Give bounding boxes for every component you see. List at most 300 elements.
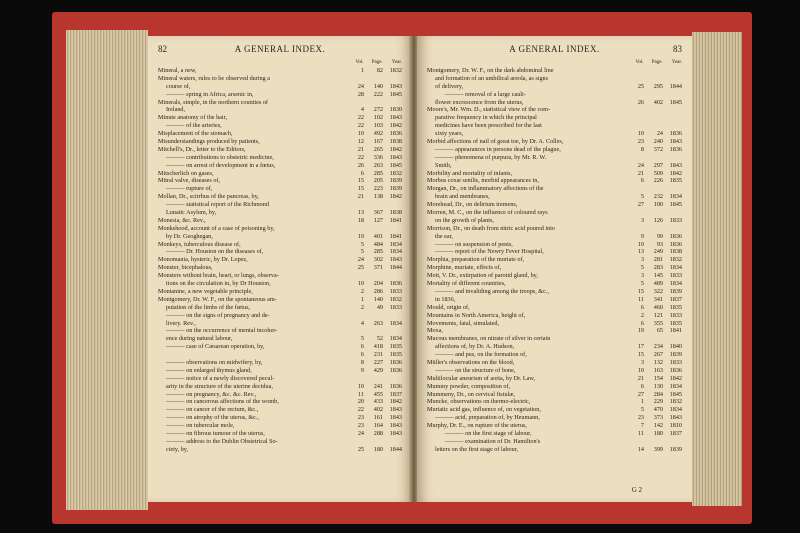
index-entry — [427, 280, 682, 288]
index-entry — [427, 106, 682, 114]
entry-text: Mucous membranes, on nitrate of silver in certain — [427, 335, 551, 343]
entry-text: Mitral valve, diseases of, — [158, 177, 221, 185]
index-entry — [427, 217, 682, 225]
index-entry — [158, 430, 402, 438]
entry-page: 285 — [373, 169, 383, 177]
entry-text: Morehead, Dr., on delirium tremens, — [427, 201, 518, 209]
entry-year: 1845 — [389, 90, 402, 98]
entry-volume: 23 — [637, 138, 644, 146]
entry-year: 1834 — [669, 406, 682, 414]
entry-text: Mould, origin of, — [427, 303, 470, 311]
entry-volume: 1 — [360, 67, 364, 74]
entry-year: 1837 — [389, 390, 402, 398]
entry-year: 1833 — [669, 311, 682, 319]
index-entry — [158, 438, 402, 446]
entry-page: 492 — [373, 130, 383, 138]
entry-volume: 21 — [637, 374, 644, 382]
entry-text: ——— on the structure of bone, — [435, 366, 516, 374]
right-index-entries — [427, 67, 682, 454]
entry-volume: 5 — [640, 406, 644, 414]
entry-year: 1843 — [389, 422, 402, 430]
index-entry — [158, 201, 402, 209]
entry-text: Mortality of different countries, — [427, 280, 506, 288]
index-entry — [158, 67, 402, 75]
index-entry — [427, 296, 682, 304]
entry-volume: 4 — [360, 106, 364, 114]
entry-text: ——— and pus, on the formation of, — [435, 351, 527, 359]
index-entry — [158, 391, 402, 399]
index-entry — [158, 185, 402, 193]
entry-text: ——— rupture of, — [166, 185, 213, 193]
index-entry — [427, 272, 682, 280]
entry-page: 489 — [653, 280, 663, 288]
entry-volume: 9 — [360, 366, 364, 374]
index-entry — [427, 288, 682, 296]
entry-text: ——— and invaliding among the troops, &c., — [435, 287, 549, 295]
entry-page: 418 — [373, 343, 383, 351]
entry-page: 372 — [653, 145, 663, 153]
entry-page: 93 — [656, 240, 663, 248]
entry-page: 132 — [653, 358, 663, 366]
index-entry — [158, 209, 402, 217]
entry-page: 232 — [653, 193, 663, 201]
entry-year: 1838 — [669, 248, 682, 256]
entry-text: Morbus coxæ senilis, morbid appearances in, — [427, 177, 539, 185]
entry-text: putation of the limbs of the fœtus, — [166, 303, 251, 311]
entry-year: 1839 — [669, 287, 682, 295]
entry-year: 1835 — [669, 319, 682, 327]
entry-year: 1837 — [669, 295, 682, 303]
entry-text: Morbid affections of nail of great toe, by Dr. A. Colles, — [427, 138, 564, 146]
open-book — [52, 12, 752, 524]
entry-page: 229 — [653, 398, 663, 406]
entry-page: 226 — [653, 177, 663, 185]
entry-page: 509 — [653, 169, 663, 177]
index-entry — [158, 138, 402, 146]
entry-volume: 3 — [640, 256, 644, 264]
entry-volume: 5 — [640, 280, 644, 288]
entry-text: Morbility and mortality of infants, — [427, 169, 513, 177]
entry-page: 204 — [373, 280, 383, 288]
entry-year: 1834 — [389, 248, 402, 256]
entry-volume: 24 — [357, 256, 364, 264]
entry-text: Lunatic Asylum, by, — [166, 209, 217, 217]
entry-year: 1836 — [669, 232, 682, 240]
left-index-entries — [158, 67, 402, 454]
index-entry — [158, 375, 402, 383]
index-entry — [427, 177, 682, 185]
entry-text: Mollan, Dr., scirrhus of the pancreas, by, — [158, 193, 259, 201]
entry-volume: 25 — [357, 264, 364, 272]
index-entry — [427, 335, 682, 343]
entry-year: 1845 — [669, 98, 682, 106]
entry-year: 1840 — [669, 343, 682, 351]
left-column-headers — [346, 60, 403, 65]
entry-page: 263 — [373, 161, 383, 169]
entry-page: 284 — [653, 390, 663, 398]
entry-page: 49 — [376, 303, 383, 311]
index-entry — [158, 406, 402, 414]
index-entry — [427, 256, 682, 264]
index-entry — [158, 398, 402, 406]
page-edges-left — [66, 30, 148, 510]
right-page-number: 83 — [673, 44, 682, 54]
entry-page: 297 — [653, 161, 663, 169]
entry-volume: 8 — [360, 358, 364, 366]
index-entry — [158, 383, 402, 391]
entry-page: 249 — [653, 248, 663, 256]
entry-year: 1835 — [389, 351, 402, 359]
entry-text: Müller's observations on the blood, — [427, 358, 515, 366]
right-running-title: A GENERAL INDEX. — [509, 44, 600, 54]
entry-volume: 23 — [637, 414, 644, 422]
entry-volume: 7 — [640, 422, 644, 430]
entry-text: Ireland, — [166, 106, 186, 114]
entry-year: 1845 — [669, 390, 682, 398]
entry-text: Mummy powder, composition of, — [427, 382, 511, 390]
entry-page: 401 — [373, 232, 383, 240]
entry-year: 1836 — [389, 382, 402, 390]
entry-volume: 13 — [357, 209, 364, 217]
entry-year: 1841 — [669, 327, 682, 335]
entry-page: 163 — [653, 366, 663, 374]
entry-year: 1842 — [389, 398, 402, 406]
entry-year: 1843 — [389, 429, 402, 437]
page-edges-right — [692, 32, 742, 506]
entry-text: course of, — [166, 82, 191, 90]
entry-page: 295 — [653, 82, 663, 90]
entry-text: Moore's, Mr. Wm. D., statistical view of the com- — [427, 106, 551, 114]
entry-year: 1832 — [669, 256, 682, 264]
entry-text: sixty years, — [435, 130, 464, 138]
entry-volume: 6 — [360, 343, 364, 351]
entry-page: 100 — [653, 201, 663, 209]
entry-volume: 6 — [640, 319, 644, 327]
entry-year: 1845 — [669, 201, 682, 209]
index-entry — [427, 391, 682, 399]
entry-text: Monomania, hysteric, by Dr. Lopez, — [158, 256, 248, 264]
entry-page: 145 — [653, 272, 663, 280]
entry-page: 460 — [653, 303, 663, 311]
left-page — [148, 36, 412, 502]
index-entry — [427, 83, 682, 91]
entry-year: 1841 — [389, 216, 402, 224]
index-entry — [427, 351, 682, 359]
index-entry — [427, 398, 682, 406]
entry-text: ——— removal of a large cauli- — [445, 90, 526, 98]
index-entry — [427, 154, 682, 162]
entry-volume: 22 — [357, 153, 364, 161]
entry-page: 167 — [373, 138, 383, 146]
entry-text: ——— Dr. Houston on the diseases of, — [166, 248, 264, 256]
entry-page: 140 — [373, 295, 383, 303]
entry-text: Muncke, observations on thermo-electric, — [427, 398, 531, 406]
index-entry — [158, 288, 402, 296]
entry-text: ciety, by, — [166, 445, 189, 453]
col-header-page: Page. — [371, 60, 383, 65]
entry-year: 1843 — [389, 414, 402, 422]
entry-year: 1833 — [669, 358, 682, 366]
entry-year: 1842 — [389, 145, 402, 153]
entry-volume: 15 — [357, 185, 364, 193]
entry-volume: 10 — [637, 130, 644, 138]
entry-year: 1842 — [669, 169, 682, 177]
entry-volume: 17 — [637, 343, 644, 351]
entry-page: 52 — [376, 335, 383, 343]
entry-page: 272 — [373, 106, 383, 114]
entry-year: 1838 — [389, 209, 402, 217]
entry-text: Morgan, Dr., on inflammatory affections of the — [427, 185, 544, 193]
index-entry — [427, 67, 682, 75]
entry-text: ——— on the occurrence of mental incoher- — [166, 327, 278, 335]
entry-page: 355 — [653, 319, 663, 327]
entry-volume: 9 — [640, 232, 644, 240]
entry-text: ence during natural labour, — [166, 335, 233, 343]
entry-text: flower excrescence from the uterus, — [435, 98, 524, 106]
entry-year: 1839 — [669, 351, 682, 359]
entry-volume: 5 — [360, 240, 364, 248]
entry-volume: 22 — [357, 406, 364, 414]
entry-page: 283 — [653, 264, 663, 272]
entry-text: Morren, M. C., on the influence of coloured rays — [427, 209, 548, 217]
entry-text: ——— on enlarged thymus gland, — [166, 366, 252, 374]
entry-volume: 27 — [637, 201, 644, 209]
entry-text: ——— address to the Dublin Obstetrical So- — [166, 437, 278, 445]
entry-text: arity in the structure of the uterine decidua, — [166, 382, 273, 390]
entry-text: Monsters without brain, heart, or lungs, observa- — [158, 272, 279, 280]
index-entry — [158, 446, 402, 454]
entry-text: affections of, by Dr. A. Hudson, — [435, 343, 515, 351]
index-entry — [427, 248, 682, 256]
entry-text: Mitscherlich on gases, — [158, 169, 214, 177]
index-entry — [427, 114, 682, 122]
entry-page: 402 — [653, 98, 663, 106]
index-entry — [158, 335, 402, 343]
entry-text: livery. Rev., — [166, 319, 196, 327]
index-entry — [158, 177, 402, 185]
index-entry — [427, 414, 682, 422]
index-entry — [427, 359, 682, 367]
entry-year: 1836 — [389, 130, 402, 138]
entry-page: 373 — [653, 414, 663, 422]
entry-volume: 10 — [637, 240, 644, 248]
entry-volume: 22 — [357, 122, 364, 130]
entry-year: 1839 — [389, 177, 402, 185]
entry-year: 1843 — [669, 414, 682, 422]
entry-text: ——— appearances in persons dead of the plague, — [435, 145, 561, 153]
entry-volume: 10 — [357, 382, 364, 390]
entry-page: 367 — [373, 209, 383, 217]
entry-year: 1844 — [389, 264, 402, 272]
entry-text: Moxa, — [427, 327, 443, 335]
entry-year: 1836 — [669, 240, 682, 248]
entry-text: ——— on fibrous tumour of the uterus, — [166, 429, 265, 437]
entry-page: 371 — [373, 264, 383, 272]
index-entry — [427, 264, 682, 272]
index-entry — [158, 106, 402, 114]
entry-page: 127 — [373, 216, 383, 224]
entry-page: 341 — [653, 295, 663, 303]
index-entry — [427, 91, 682, 99]
index-entry — [427, 375, 682, 383]
entry-text: ——— notice of a newly discovered pecul- — [166, 374, 275, 382]
entry-page: 322 — [653, 287, 663, 295]
entry-page: 121 — [653, 311, 663, 319]
entry-volume: 24 — [357, 82, 364, 90]
index-entry — [427, 138, 682, 146]
index-entry — [158, 320, 402, 328]
index-entry — [158, 162, 402, 170]
entry-volume: 1 — [640, 398, 644, 406]
index-entry — [427, 75, 682, 83]
entry-text: ——— statistical report of the Richmond — [166, 201, 269, 209]
index-entry — [427, 320, 682, 328]
entry-page: 286 — [373, 287, 383, 295]
index-entry — [427, 304, 682, 312]
entry-page: 281 — [653, 256, 663, 264]
entry-page: 142 — [653, 422, 663, 430]
entry-volume: 27 — [637, 390, 644, 398]
entry-year: 1833 — [669, 216, 682, 224]
entry-page: 161 — [373, 414, 383, 422]
right-page — [417, 36, 692, 502]
index-entry — [427, 130, 682, 138]
entry-page: 140 — [373, 82, 383, 90]
index-entry — [427, 312, 682, 320]
left-page-number: 82 — [158, 44, 167, 54]
entry-page: 399 — [653, 445, 663, 453]
entry-page: 231 — [373, 351, 383, 359]
index-entry — [158, 225, 402, 233]
entry-text: Mineral waters, rules to be observed during a — [158, 74, 271, 82]
entry-text: medicines have been prescribed for the last — [435, 122, 542, 130]
entry-page: 82 — [376, 67, 383, 74]
entry-volume: 23 — [357, 414, 364, 422]
entry-volume: 3 — [640, 272, 644, 280]
entry-volume: 13 — [637, 248, 644, 256]
entry-year: 1834 — [389, 240, 402, 248]
signature-mark: G 2 — [631, 486, 642, 494]
entry-text: ——— spring in Africa, arsenic in, — [166, 90, 254, 98]
entry-year: 1830 — [389, 106, 402, 114]
entry-text: ——— on arrest of development in a fœtus, — [166, 161, 276, 169]
index-entry — [158, 91, 402, 99]
entry-volume: 10 — [357, 130, 364, 138]
entry-year: 1843 — [389, 82, 402, 90]
entry-year: 1834 — [669, 264, 682, 272]
entry-text: Mountains in North America, height of, — [427, 311, 526, 319]
entry-year: 1835 — [669, 303, 682, 311]
entry-year: 1843 — [389, 406, 402, 414]
entry-volume: 2 — [360, 287, 364, 295]
entry-page: 433 — [373, 398, 383, 406]
entry-year: 1841 — [389, 232, 402, 240]
entry-year: 1836 — [389, 358, 402, 366]
col-header-year: Year. — [391, 60, 402, 65]
index-entry — [158, 367, 402, 375]
index-entry — [427, 233, 682, 241]
index-entry — [158, 351, 402, 359]
entry-year: 1832 — [389, 169, 402, 177]
entry-year: 1834 — [669, 382, 682, 390]
entry-volume: 5 — [640, 264, 644, 272]
entry-page: 205 — [373, 177, 383, 185]
index-entry — [427, 367, 682, 375]
entry-text: letters on the first stage of labour, — [435, 445, 519, 453]
entry-volume: 22 — [357, 114, 364, 122]
index-entry — [158, 122, 402, 130]
entry-volume: 12 — [357, 138, 364, 146]
entry-year: 1839 — [669, 445, 682, 453]
entry-volume: 24 — [637, 161, 644, 169]
entry-text: Morrison, Dr., on death from nitric acid poured into — [427, 224, 556, 232]
index-entry — [427, 430, 682, 438]
entry-text: Misunderstandings produced by patients, — [158, 138, 260, 146]
index-entry — [158, 256, 402, 264]
entry-text: Morphia, preparation of the muriate of, — [427, 256, 525, 264]
entry-year: 1844 — [669, 82, 682, 90]
entry-volume: 10 — [357, 280, 364, 288]
entry-text: Monesia, &c. Rev., — [158, 216, 206, 224]
entry-year: 1843 — [389, 153, 402, 161]
index-entry — [427, 406, 682, 414]
entry-text: Monkeys, tuberculous disease of, — [158, 240, 241, 248]
entry-year: 1833 — [389, 287, 402, 295]
entry-year: 1839 — [389, 185, 402, 193]
entry-volume: 4 — [360, 319, 364, 327]
index-entry — [427, 343, 682, 351]
entry-text: Minerals, simple, in the northern counties of — [158, 98, 268, 106]
entry-page: 99 — [656, 232, 663, 240]
entry-page: 130 — [653, 382, 663, 390]
entry-text: Muriatic acid gas, influence of, on vegetation, — [427, 406, 541, 414]
entry-text: Multilocular aneurism of aorta, by Dr. Law, — [427, 374, 536, 382]
index-entry — [158, 359, 402, 367]
entry-volume: 6 — [360, 169, 364, 177]
index-entry — [427, 241, 682, 249]
entry-volume: 21 — [357, 193, 364, 201]
entry-page: 24 — [656, 130, 663, 138]
entry-page: 138 — [373, 193, 383, 201]
index-entry — [427, 383, 682, 391]
index-entry — [158, 296, 402, 304]
index-entry — [427, 162, 682, 170]
entry-year: 1836 — [669, 145, 682, 153]
entry-volume: 6 — [640, 382, 644, 390]
entry-text: Minute anatomy of the hair, — [158, 114, 227, 122]
entry-text: ——— phenomena of purpura, by Mr. R. W. — [435, 153, 547, 161]
entry-volume: 6 — [640, 177, 644, 185]
entry-text: ——— on atrophy of the uterus, &c., — [166, 414, 259, 422]
entry-volume: 11 — [638, 429, 644, 437]
entry-volume: 15 — [637, 287, 644, 295]
index-entry — [427, 209, 682, 217]
index-entry — [158, 280, 402, 288]
entry-volume: 15 — [357, 177, 364, 185]
index-entry — [158, 304, 402, 312]
entry-year: 1843 — [389, 256, 402, 264]
col-header-year: Year. — [671, 60, 682, 65]
left-running-head — [158, 44, 402, 56]
index-entry — [427, 193, 682, 201]
entry-year: 1836 — [669, 130, 682, 138]
entry-page: 164 — [373, 422, 383, 430]
entry-text: ——— on suspension of penis, — [435, 240, 513, 248]
entry-text: Montgomery, Dr. W. F., on the dark abdominal line — [427, 67, 554, 74]
entry-page: 227 — [373, 358, 383, 366]
entry-text: of delivery, — [435, 82, 464, 90]
entry-volume: 25 — [637, 82, 644, 90]
